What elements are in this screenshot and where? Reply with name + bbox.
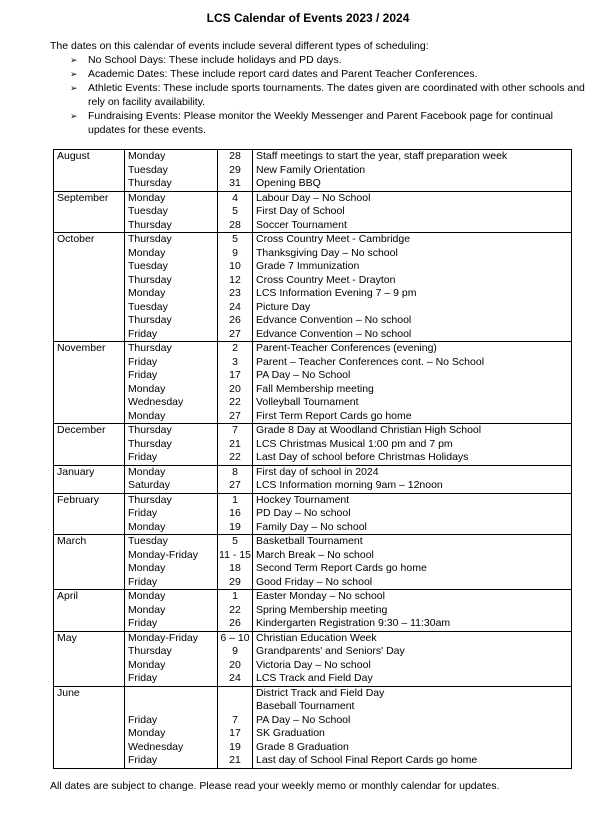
date-number: 27 bbox=[229, 327, 241, 340]
weekday-label: Thursday bbox=[128, 218, 172, 231]
month-cell bbox=[54, 631, 125, 686]
day-cell bbox=[125, 424, 218, 466]
month-row bbox=[54, 465, 572, 493]
date-cell bbox=[218, 493, 253, 535]
weekday-label bbox=[128, 687, 214, 701]
date-number: 26 bbox=[229, 314, 241, 326]
bullet-text: Academic Dates: These include report card dates and Parent Teacher Conferences. bbox=[88, 68, 478, 80]
month-name: March bbox=[57, 535, 87, 547]
event-label: Cross Country Meet - Cambridge bbox=[256, 233, 411, 245]
event-label: First Term Report Cards go home bbox=[256, 409, 412, 422]
month-cell bbox=[54, 493, 125, 535]
weekday-label: Friday bbox=[128, 327, 158, 340]
month-name: November bbox=[57, 342, 106, 354]
arrow-bullet-icon: ➢ bbox=[70, 83, 78, 93]
date-number: 23 bbox=[229, 287, 241, 299]
date-number: 27 bbox=[229, 479, 241, 491]
month-name: May bbox=[57, 631, 77, 644]
event-label: Grade 7 Immunization bbox=[256, 260, 360, 272]
bullet-item bbox=[70, 53, 590, 67]
event-label: Edvance Convention – No school bbox=[256, 314, 412, 326]
date-number bbox=[218, 700, 252, 714]
event-label: Victoria Day – No school bbox=[256, 658, 371, 671]
date-number: 21 bbox=[229, 437, 241, 450]
bullet-text: Fundraising Events: Please monitor the Weekly Messenger and Parent Facebook page for continual updates for these events. bbox=[88, 110, 553, 136]
arrow-bullet-icon: ➢ bbox=[70, 69, 78, 79]
weekday-label: Thursday bbox=[128, 314, 172, 326]
date-number: 9 bbox=[232, 246, 238, 259]
date-number: 28 bbox=[229, 150, 241, 162]
weekday-label: Monday bbox=[128, 658, 166, 671]
day-cell bbox=[125, 535, 218, 590]
event-cell bbox=[253, 465, 572, 493]
month-row bbox=[54, 535, 572, 590]
month-cell bbox=[54, 590, 125, 632]
date-number: 1 bbox=[232, 493, 238, 506]
month-cell bbox=[54, 424, 125, 466]
weekday-label: Thursday bbox=[128, 437, 172, 450]
month-name: February bbox=[57, 493, 100, 506]
month-row bbox=[54, 233, 572, 342]
weekday-label: Friday bbox=[128, 672, 158, 684]
event-label: First Day of School bbox=[256, 205, 345, 217]
weekday-label: Monday bbox=[128, 191, 166, 204]
weekday-label: Monday bbox=[128, 727, 166, 739]
date-number: 12 bbox=[229, 273, 241, 286]
weekday-label: Thursday bbox=[128, 233, 172, 245]
weekday-label: Monday bbox=[128, 382, 166, 395]
month-row bbox=[54, 493, 572, 535]
date-number: 7 bbox=[232, 424, 238, 436]
weekday-label: Tuesday bbox=[128, 163, 168, 176]
event-label: Thanksgiving Day – No school bbox=[256, 246, 398, 259]
month-row bbox=[54, 191, 572, 233]
event-cell bbox=[253, 191, 572, 233]
weekday-label: Friday bbox=[128, 507, 158, 519]
date-number: 5 bbox=[232, 233, 238, 245]
event-label: Cross Country Meet - Drayton bbox=[256, 273, 396, 286]
month-row bbox=[54, 590, 572, 632]
date-cell bbox=[218, 590, 253, 632]
event-label: Last Day of school before Christmas Holidays bbox=[256, 451, 469, 463]
event-label: Spring Membership meeting bbox=[256, 603, 388, 616]
date-number: 17 bbox=[229, 369, 241, 381]
date-number: 29 bbox=[229, 575, 241, 588]
date-cell bbox=[218, 191, 253, 233]
date-number: 22 bbox=[229, 451, 241, 463]
event-label: Fall Membership meeting bbox=[256, 382, 374, 395]
weekday-label: Saturday bbox=[128, 479, 171, 491]
month-name: June bbox=[57, 686, 80, 699]
month-name: September bbox=[57, 191, 109, 204]
event-label: Staff meetings to start the year, staff preparation week bbox=[256, 150, 508, 162]
date-cell bbox=[218, 342, 253, 424]
date-number: 19 bbox=[229, 740, 241, 753]
month-cell bbox=[54, 150, 125, 192]
weekday-label bbox=[128, 700, 214, 714]
arrow-bullet-icon: ➢ bbox=[70, 55, 78, 65]
weekday-label: Monday-Friday bbox=[128, 548, 199, 561]
weekday-label: Tuesday bbox=[128, 260, 168, 272]
date-number: 24 bbox=[229, 672, 241, 684]
event-label: LCS Christmas Musical 1:00 pm and 7 pm bbox=[256, 437, 453, 450]
date-number: 11 - 15 bbox=[219, 548, 251, 561]
event-label: March Break – No school bbox=[256, 548, 374, 561]
weekday-label: Tuesday bbox=[128, 205, 168, 217]
event-label: First day of school in 2024 bbox=[256, 465, 379, 478]
weekday-label: Thursday bbox=[128, 273, 172, 286]
event-label: Kindergarten Registration 9:30 – 11:30am bbox=[256, 617, 451, 629]
day-cell bbox=[125, 465, 218, 493]
event-label: LCS Track and Field Day bbox=[256, 672, 373, 684]
date-cell bbox=[218, 686, 253, 768]
date-number: 31 bbox=[229, 177, 241, 189]
month-cell bbox=[54, 465, 125, 493]
day-cell bbox=[125, 590, 218, 632]
weekday-label: Monday bbox=[128, 562, 166, 574]
month-cell bbox=[54, 191, 125, 233]
event-label: PD Day – No school bbox=[256, 507, 351, 519]
date-cell bbox=[218, 631, 253, 686]
event-label: Last day of School Final Report Cards go home bbox=[256, 754, 478, 766]
event-label: Soccer Tournament bbox=[256, 218, 347, 231]
date-number: 26 bbox=[229, 617, 241, 629]
date-number: 3 bbox=[232, 355, 238, 368]
event-label: Grade 8 Day at Woodland Christian High School bbox=[256, 424, 482, 436]
weekday-label: Monday bbox=[128, 590, 166, 602]
date-cell bbox=[218, 233, 253, 342]
weekday-label: Thursday bbox=[128, 424, 172, 436]
date-number: 9 bbox=[232, 645, 238, 657]
event-label: Grade 8 Graduation bbox=[256, 740, 349, 753]
date-number: 27 bbox=[229, 409, 241, 422]
month-name: August bbox=[57, 150, 90, 162]
month-row bbox=[54, 424, 572, 466]
weekday-label: Thursday bbox=[128, 645, 172, 657]
date-number: 29 bbox=[229, 163, 241, 176]
date-number: 6 – 10 bbox=[220, 631, 250, 644]
event-label: Hockey Tournament bbox=[256, 493, 350, 506]
event-label: Opening BBQ bbox=[256, 177, 321, 189]
weekday-label: Friday bbox=[128, 451, 158, 463]
date-number: 22 bbox=[229, 396, 241, 408]
weekday-label: Friday bbox=[128, 355, 158, 368]
event-label: Baseball Tournament bbox=[256, 700, 355, 712]
event-label: Parent-Teacher Conferences (evening) bbox=[256, 342, 437, 354]
bullet-list bbox=[50, 53, 590, 137]
date-cell bbox=[218, 150, 253, 192]
date-number: 10 bbox=[229, 260, 241, 272]
weekday-label: Monday bbox=[128, 246, 166, 259]
event-label: Basketball Tournament bbox=[256, 535, 363, 547]
event-label: District Track and Field Day bbox=[256, 686, 385, 699]
date-number: 8 bbox=[232, 465, 238, 478]
weekday-label: Friday bbox=[128, 713, 158, 726]
event-label: PA Day – No School bbox=[256, 713, 351, 726]
month-cell bbox=[54, 233, 125, 342]
event-cell bbox=[253, 631, 572, 686]
date-number: 16 bbox=[229, 507, 241, 519]
event-label: New Family Orientation bbox=[256, 163, 366, 176]
month-row bbox=[54, 342, 572, 424]
event-cell bbox=[253, 535, 572, 590]
event-cell bbox=[253, 342, 572, 424]
day-cell bbox=[125, 191, 218, 233]
month-cell bbox=[54, 686, 125, 768]
date-number: 2 bbox=[232, 342, 238, 354]
month-row bbox=[54, 686, 572, 768]
event-label: Volleyball Tournament bbox=[256, 396, 359, 408]
month-cell bbox=[54, 342, 125, 424]
date-number: 24 bbox=[229, 300, 241, 313]
bullet-item bbox=[70, 67, 590, 81]
day-cell bbox=[125, 686, 218, 768]
weekday-label: Monday bbox=[128, 465, 166, 478]
weekday-label: Wednesday bbox=[128, 740, 184, 753]
date-number: 18 bbox=[229, 562, 241, 574]
event-cell bbox=[253, 150, 572, 192]
document-title: LCS Calendar of Events 2023 / 2024 bbox=[206, 11, 410, 25]
weekday-label: Thursday bbox=[128, 177, 172, 189]
footer-note: All dates are subject to change. Please read your weekly memo or monthly calendar for updates. bbox=[50, 780, 500, 792]
weekday-label: Monday bbox=[128, 520, 166, 533]
date-cell bbox=[218, 424, 253, 466]
bullet-text: No School Days: These include holidays and PD days. bbox=[88, 54, 342, 66]
date-number: 22 bbox=[229, 603, 241, 616]
date-number: 5 bbox=[232, 205, 238, 217]
event-label: Good Friday – No school bbox=[256, 575, 373, 588]
weekday-label: Tuesday bbox=[128, 535, 168, 547]
event-cell bbox=[253, 233, 572, 342]
day-cell bbox=[125, 233, 218, 342]
date-number: 20 bbox=[229, 658, 241, 671]
month-name: December bbox=[57, 424, 106, 436]
event-cell bbox=[253, 686, 572, 768]
date-cell bbox=[218, 465, 253, 493]
event-cell bbox=[253, 590, 572, 632]
month-name: January bbox=[57, 465, 95, 478]
month-name: April bbox=[57, 590, 79, 602]
weekday-label: Monday-Friday bbox=[128, 631, 199, 644]
day-cell bbox=[125, 342, 218, 424]
event-label: PA Day – No School bbox=[256, 369, 351, 381]
date-number: 17 bbox=[229, 727, 241, 739]
date-number bbox=[218, 687, 252, 701]
weekday-label: Thursday bbox=[128, 493, 172, 506]
date-number: 21 bbox=[229, 754, 241, 766]
event-cell bbox=[253, 493, 572, 535]
weekday-label: Friday bbox=[128, 754, 158, 766]
day-cell bbox=[125, 493, 218, 535]
date-cell bbox=[218, 535, 253, 590]
event-cell bbox=[253, 424, 572, 466]
calendar-table bbox=[53, 149, 572, 769]
day-cell bbox=[125, 631, 218, 686]
weekday-label: Friday bbox=[128, 369, 158, 381]
date-number: 7 bbox=[232, 713, 238, 726]
date-number: 20 bbox=[229, 382, 241, 395]
intro-section bbox=[50, 39, 590, 137]
weekday-label: Monday bbox=[128, 603, 166, 616]
bullet-item bbox=[70, 81, 590, 109]
event-label: SK Graduation bbox=[256, 727, 325, 739]
weekday-label: Wednesday bbox=[128, 396, 184, 408]
date-number: 4 bbox=[232, 191, 238, 204]
event-label: Parent – Teacher Conferences cont. – No School bbox=[256, 355, 485, 368]
event-label: Picture Day bbox=[256, 300, 311, 313]
event-label: Grandparents' and Seniors' Day bbox=[256, 645, 405, 657]
weekday-label: Friday bbox=[128, 617, 158, 629]
bullet-text: Athletic Events: These include sports tournaments. The dates given are coordinated with other schools and rely on facility availability. bbox=[88, 82, 585, 108]
month-row bbox=[54, 631, 572, 686]
date-number: 19 bbox=[229, 520, 241, 533]
event-label: LCS Information Evening 7 – 9 pm bbox=[256, 287, 417, 299]
weekday-label: Thursday bbox=[128, 342, 172, 354]
event-label: LCS Information morning 9am – 12noon bbox=[256, 479, 443, 491]
date-number: 28 bbox=[229, 218, 241, 231]
event-label: Second Term Report Cards go home bbox=[256, 562, 427, 574]
weekday-label: Friday bbox=[128, 575, 158, 588]
event-label: Labour Day – No School bbox=[256, 191, 371, 204]
day-cell bbox=[125, 150, 218, 192]
event-label: Edvance Convention – No school bbox=[256, 327, 412, 340]
arrow-bullet-icon: ➢ bbox=[70, 111, 78, 121]
event-label: Christian Education Week bbox=[256, 631, 377, 644]
weekday-label: Monday bbox=[128, 150, 166, 162]
weekday-label: Tuesday bbox=[128, 300, 168, 313]
weekday-label: Monday bbox=[128, 409, 166, 422]
date-number: 5 bbox=[232, 535, 238, 547]
weekday-label: Monday bbox=[128, 287, 166, 299]
event-label: Family Day – No school bbox=[256, 520, 367, 533]
bullet-item bbox=[70, 109, 590, 137]
date-number: 1 bbox=[232, 590, 238, 602]
event-label: Easter Monday – No school bbox=[256, 590, 385, 602]
month-row bbox=[54, 150, 572, 192]
intro-text: The dates on this calendar of events include several different types of scheduling: bbox=[50, 40, 429, 52]
month-cell bbox=[54, 535, 125, 590]
month-name: October bbox=[57, 233, 95, 245]
